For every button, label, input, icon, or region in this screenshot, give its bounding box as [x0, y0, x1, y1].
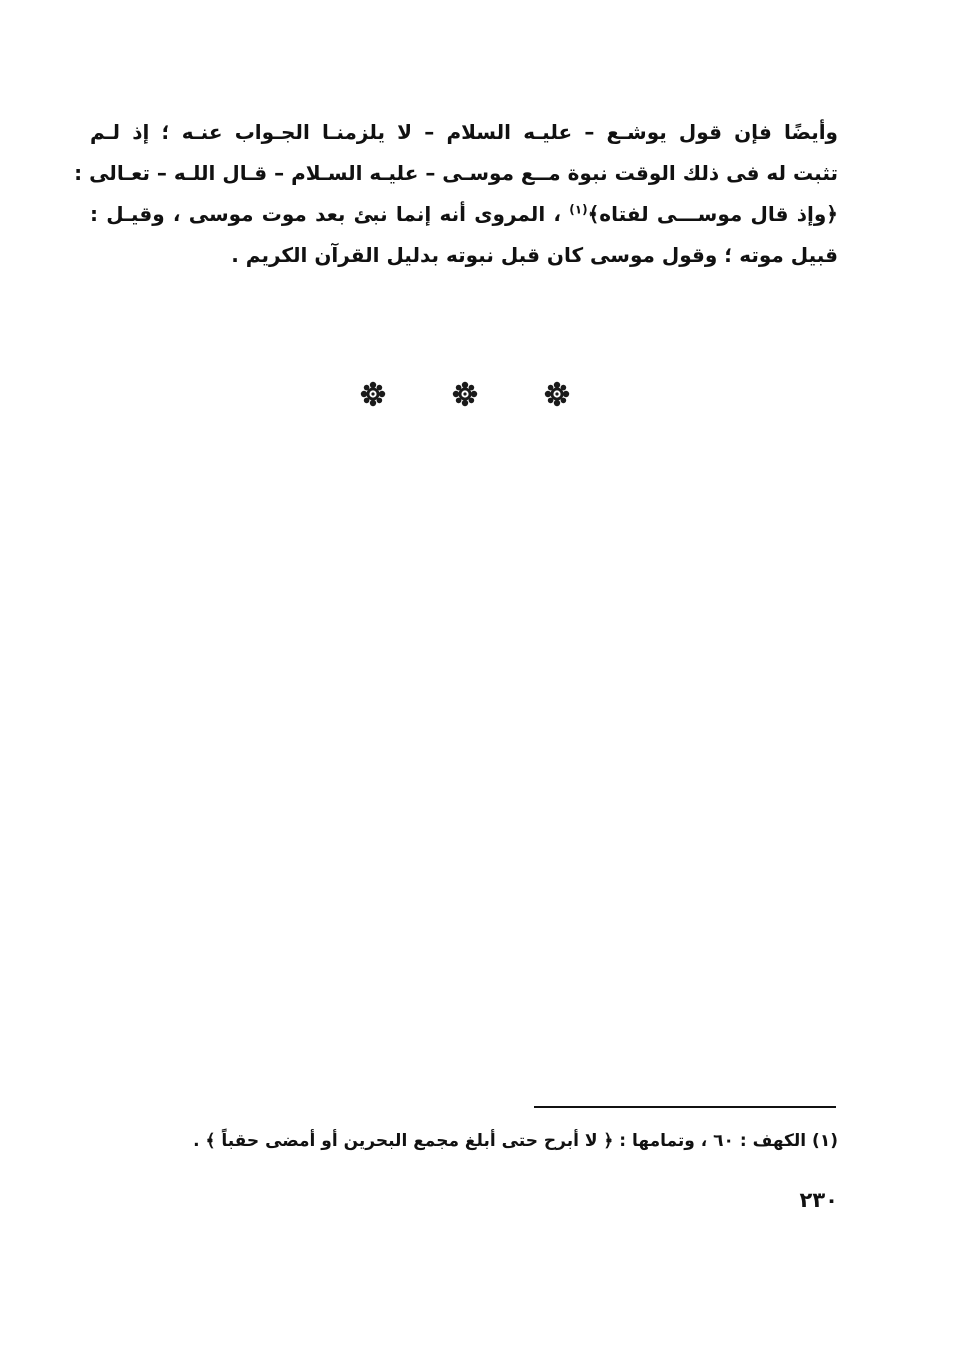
footnote-separator	[534, 1106, 836, 1108]
footnote-reference: (١)	[569, 202, 588, 217]
body-line-4: قبيل موته ؛ وقول موسى كان قبل نبوته بدليل القرآن الكريم .	[231, 243, 838, 267]
body-line-3	[90, 194, 838, 235]
section-ornaments	[360, 381, 570, 411]
page-number: ٢٣٠	[799, 1188, 838, 1212]
floral-rosette-icon	[544, 381, 570, 407]
body-line-1: وأيضًا فإن قول يوشـع – عليـه السلام – لا يلزمنـا الجـواب عنـه ؛ إذ لـم	[90, 120, 838, 144]
footnote: (١) الكهف : ٦٠ ، وتمامها : ﴿ لا أبرح حتى أبلغ مجمع البحرين أو أمضى حقباً ﴾ .	[193, 1131, 838, 1151]
body-line-2: تثبت له فى ذلك الوقت نبوة مــع موسـى – عليـه السـلام – قـال اللـه – تعـالى :	[74, 161, 838, 185]
floral-rosette-icon	[360, 381, 386, 407]
body-paragraph	[74, 112, 838, 276]
quran-quote: ﴿وإذ قال موســـى لفتاه﴾	[587, 202, 838, 226]
floral-rosette-icon	[452, 381, 478, 407]
body-line-3-rest: ، المروى أنه إنما نبئ بعد موت موسى ، وقيـل :	[90, 202, 562, 226]
